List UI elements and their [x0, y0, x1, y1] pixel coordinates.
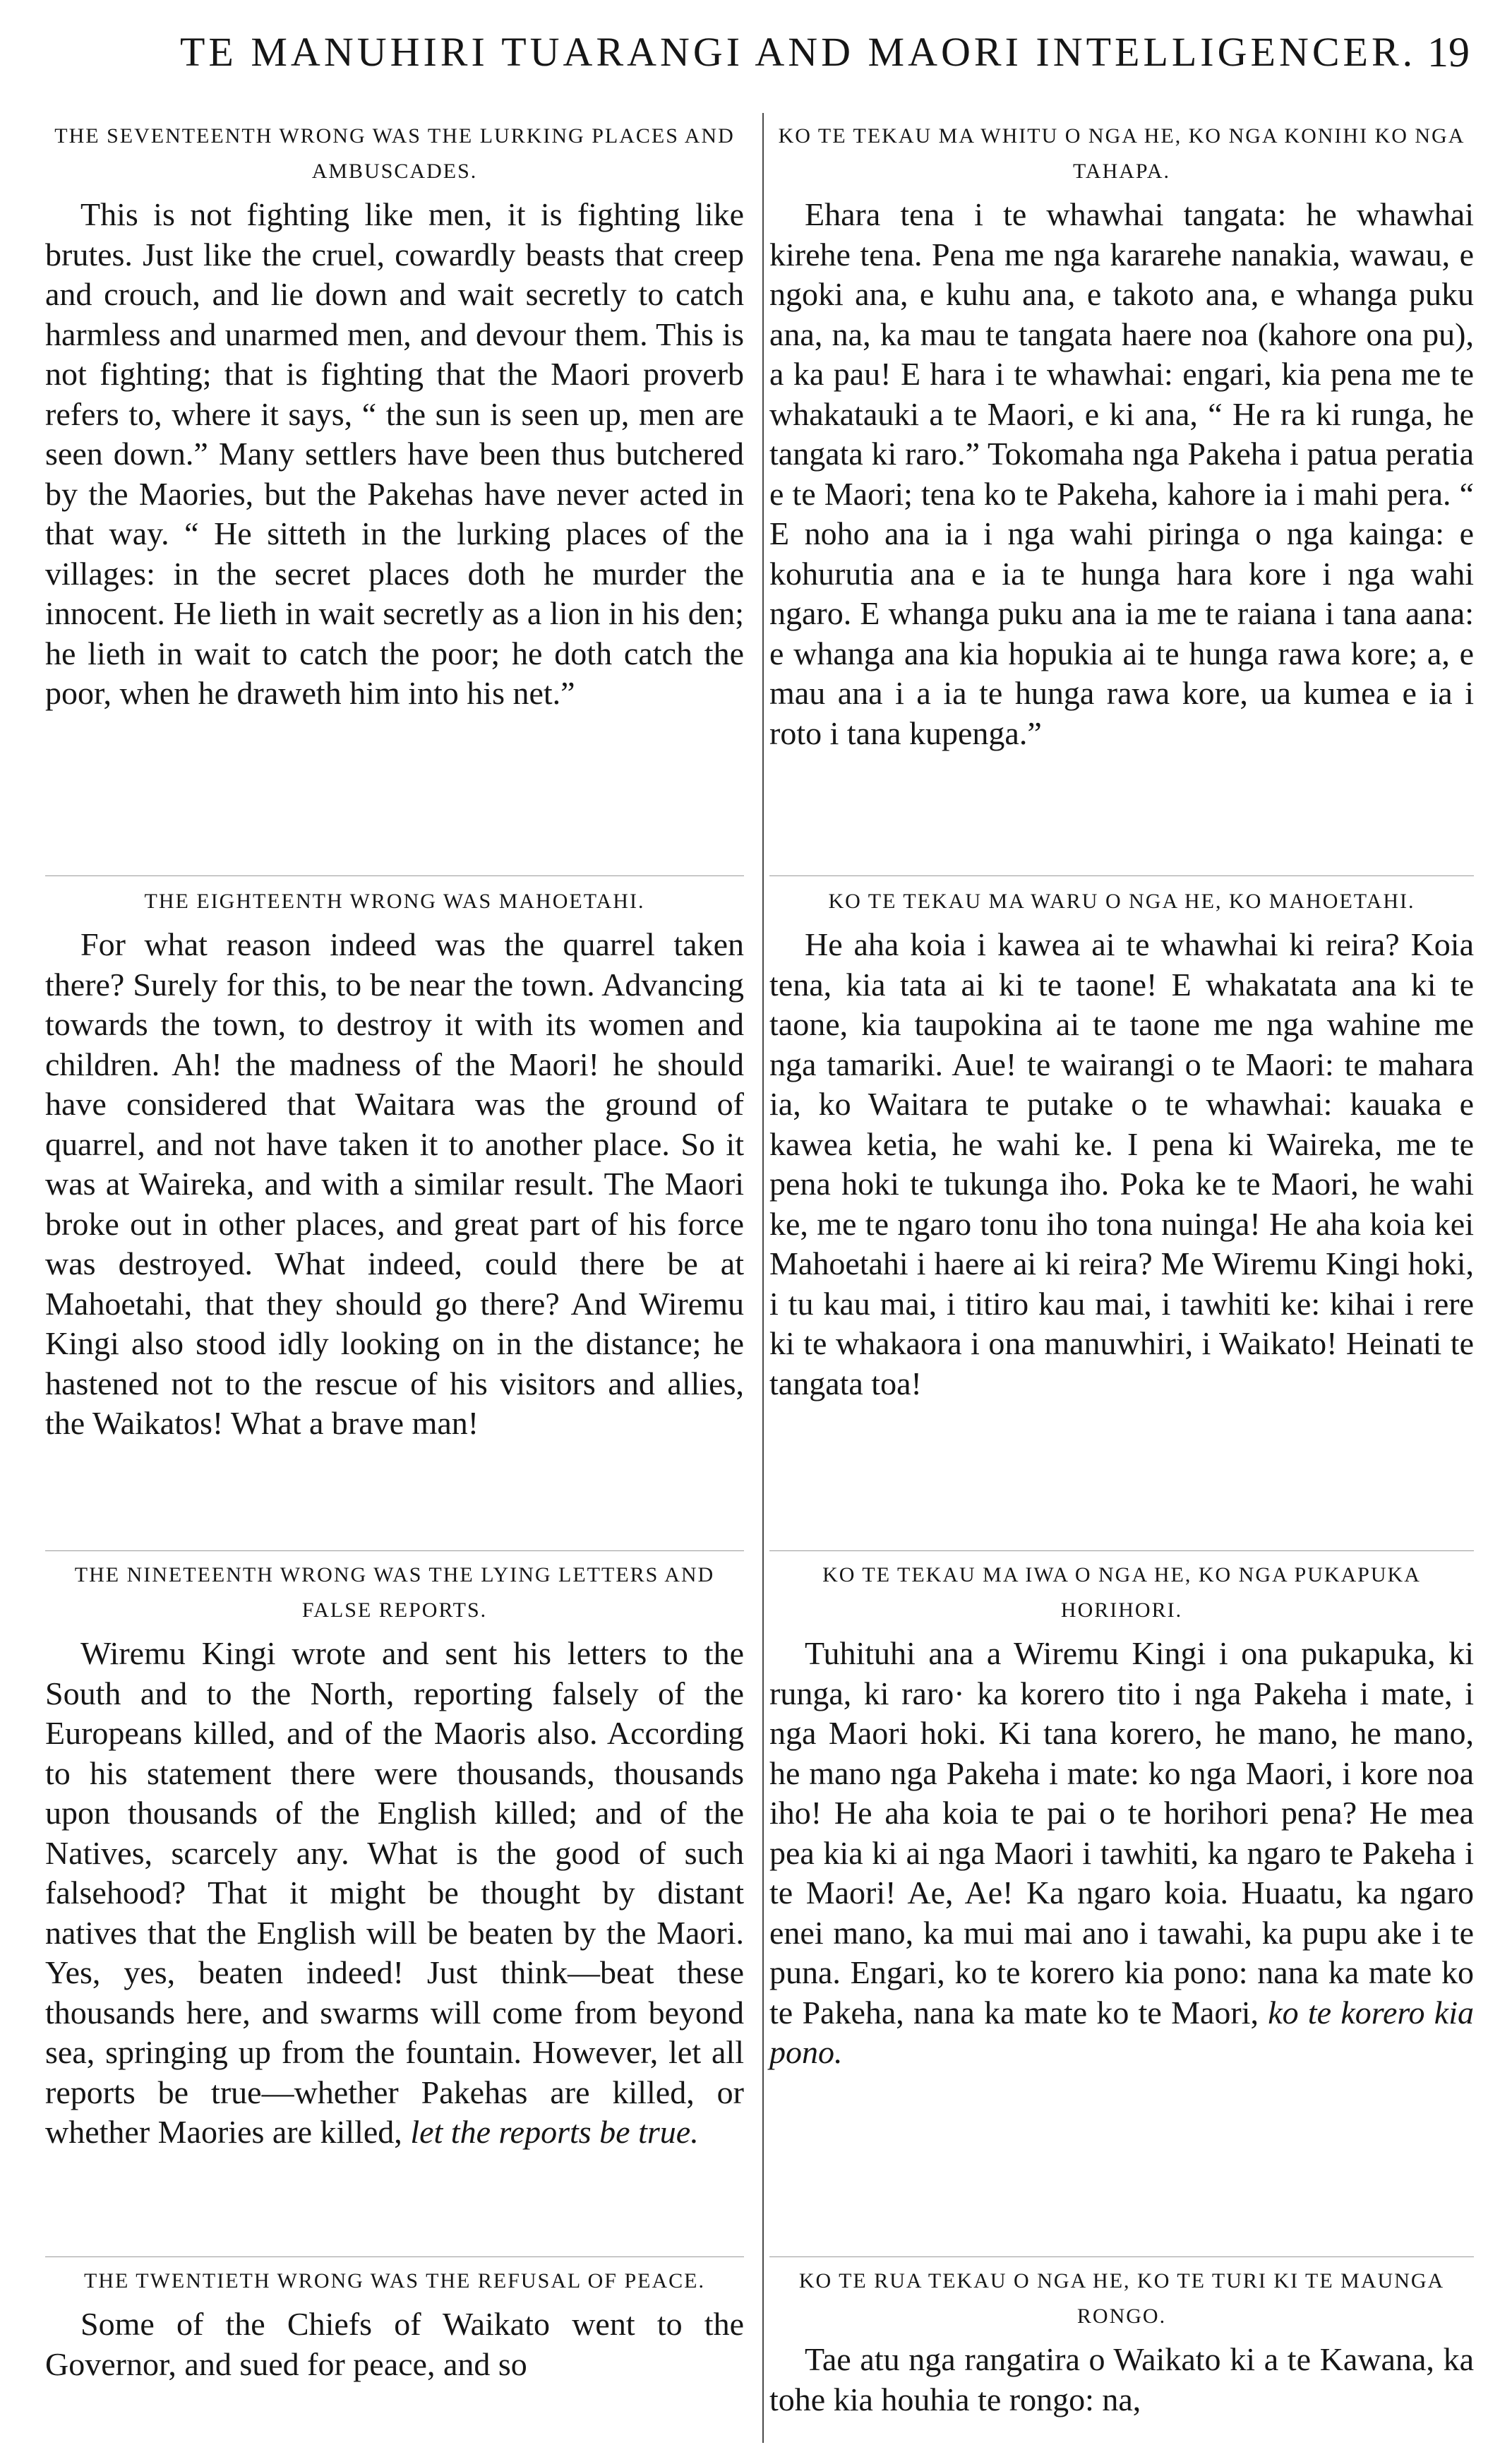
article-english — [45, 119, 744, 714]
column-divider — [762, 113, 764, 2443]
article-text: Wiremu Kingi wrote and sent his letters to the South and to the North, reporting falsely of the Europeans killed, and of the Maoris also. According to his statement there were thousands, thousands upon thousands of the English killed; and of the Natives, scarcely any. What is the good of such falsehood? That it might be thought by distant natives that the English will be beaten by the Maori. Yes, yes, beaten indeed! Just think—beat these thousands here, and swarms will come from beyond sea, springing up from the fountain. However, let all reports be true—whether Pakehas are killed, or whether Maories are killed, — [45, 1635, 744, 2150]
article-body — [45, 2304, 744, 2384]
article-maori — [769, 2264, 1474, 2420]
article-text-italic: ko te korero kia pono. — [769, 1994, 1474, 2070]
article-maori — [769, 1558, 1474, 2073]
article-english — [45, 2264, 744, 2384]
article-maori — [769, 884, 1474, 1404]
article-body — [769, 195, 1474, 753]
page-number: 19 — [1427, 29, 1470, 76]
article-body — [769, 1634, 1474, 2073]
section-divider — [769, 875, 1474, 876]
article-heading: THE NINETEENTH WRONG WAS THE LYING LETTERS AND FALSE REPORTS. — [74, 1563, 715, 1622]
article-heading: KO TE RUA TEKAU O NGA HE, KO TE TURI KI TE MAUNGA RONGO. — [798, 2269, 1445, 2328]
article-text: This is not fighting like men, it is fighting like brutes. Just like the cruel, cowardly beasts that creep and crouch, and lie down and wait secretly to catch harmless and unarmed men, and devour them. This is not fighting; that is fighting that the Maori proverb refers to, where it says, “ the sun is seen up, men are seen down.” Many settlers have been thus butchered by the Maories, but the Pakehas have never acted in that way. “ He sitteth in the lurking places of the villages: in the secret places doth he murder the innocent. He lieth in wait secretly as a lion in his den; he lieth in wait to catch the poor; he doth catch the poor, when he draweth him into his net.” — [45, 196, 744, 711]
article-body — [45, 195, 744, 714]
section-divider — [769, 2256, 1474, 2257]
article-body — [45, 925, 744, 1444]
section-divider — [45, 1550, 744, 1551]
article-english — [45, 884, 744, 1444]
article-text: For what reason indeed was the quarrel taken there? Surely for this, to be near the town. Advancing towards the town, to destroy it with its women and children. Ah! the madness of the Maori! he should have considered that Waitara was the ground of quarrel, and not have taken it to another place. So it was at Waireka, and with a similar result. The Maori broke out in other places, and great part of his force was destroyed. What indeed, could there be at Mahoetahi, that they should go there? And Wiremu Kingi also stood idly looking on in the distance; he hastened not to the rescue of his visitors and allies, the Waikatos! What a brave man! — [45, 926, 744, 1441]
article-text: Ehara tena i te whawhai tangata: he whawhai kirehe tena. Pena me nga kararehe nanakia, wawau, e ngoki ana, e kuhu ana, e takoto ana, e whanga puku ana, na, ka mau te tangata haere noa (kahore ona pu), a ka pau! E hara i te whawhai: engari, kia pena me te whakatauki a te Maori, e ki ana, “ He ra ki runga, he tangata ki raro.” Tokomaha nga Pakeha i patua peratia e te Maori; tena ko te Pakeha, kahore ia i mahi pera. “ E noho ana ia i nga wahi piringa o nga kainga: e kohurutia ana e ia te hunga hara kore i nga wahi ngaro. E whanga puku ana ia me te raiana i tana aana: e whanga ana kia hopukia ai te hunga rawa kore; a, e mau ana i a ia te hunga rawa kore, ua kumea e ia i roto i tana kupenga.” — [769, 196, 1474, 751]
article-heading: KO TE TEKAU MA IWA O NGA HE, KO NGA PUKAPUKA HORIHORI. — [822, 1563, 1421, 1622]
article-maori — [769, 119, 1474, 753]
section-divider — [769, 1550, 1474, 1551]
running-head — [0, 25, 1512, 82]
article-text: Tae atu nga rangatira o Waikato ki a te Kawana, ka tohe kia houhia te rongo: na, — [769, 2341, 1474, 2417]
article-body — [769, 2340, 1474, 2420]
section-divider — [45, 2256, 744, 2257]
article-body — [769, 925, 1474, 1404]
article-heading: THE SEVENTEENTH WRONG WAS THE LURKING PLACES AND AMBUSCADES. — [54, 124, 735, 183]
article-english — [45, 1558, 744, 2153]
article-body — [45, 1634, 744, 2153]
article-heading: THE TWENTIETH WRONG WAS THE REFUSAL OF PEACE. — [84, 2269, 705, 2292]
article-text-italic: let the reports be true. — [410, 2114, 699, 2150]
section-divider — [45, 875, 744, 876]
article-heading: THE EIGHTEENTH WRONG WAS MAHOETAHI. — [144, 890, 645, 913]
article-heading: KO TE TEKAU MA WHITU O NGA HE, KO NGA KONIHI KO NGA TAHAPA. — [778, 124, 1465, 183]
article-text: He aha koia i kawea ai te whawhai ki reira? Koia tena, kia tata ai ki te taone! E whakatata ana ki te taone, kia taupokina ai te taone me nga wahine me nga tamariki. Aue! te wairangi o te Maori: te mahara ia, ko Waitara te putake o te whawhai: kauaka e kawea ketia, he wahi ke. I pena ki Waireka, me te pena hoki te tukunga iho. Poka ke te Maori, he wahi ke, me te ngaro tonu iho tona nuinga! He aha koia kei Mahoetahi i haere ai ki reira? Me Wiremu Kingi hoki, i tu kau mai, i titiro kau mai, i tawhiti ke: kihai i rere ki te whakaora i ona manuwhiri, i Waikato! Heinati te tangata toa! — [769, 926, 1474, 1401]
article-heading: KO TE TEKAU MA WARU O NGA HE, KO MAHOETAHI. — [828, 890, 1415, 913]
article-text: Some of the Chiefs of Waikato went to the Governor, and sued for peace, and so — [45, 2306, 744, 2382]
article-text: Tuhituhi ana a Wiremu Kingi i ona pukapuka, ki runga, ki raro· ka korero tito i nga Pakeha i mate, i nga Maori hoki. Ki tana korero, he mano, he mano, he mano nga Pakeha i mate: ko nga Maori, i kore noa iho! He aha koia te pai o te horihori pena? He mea pea kia ki ai nga Maori i tawhiti, ka ngaro te Pakeha i te Maori! Ae, Ae! Ka ngaro koia. Huaatu, ka ngaro enei mano, ka mui mai ano i tawahi, ka pupu ake i te puna. Engari, ko te korero kia pono: nana ka mate ko te Pakeha, nana ka mate ko te Maori, — [769, 1635, 1474, 2031]
page-title: TE MANUHIRI TUARANGI AND MAORI INTELLIGENCER. — [180, 29, 1417, 75]
